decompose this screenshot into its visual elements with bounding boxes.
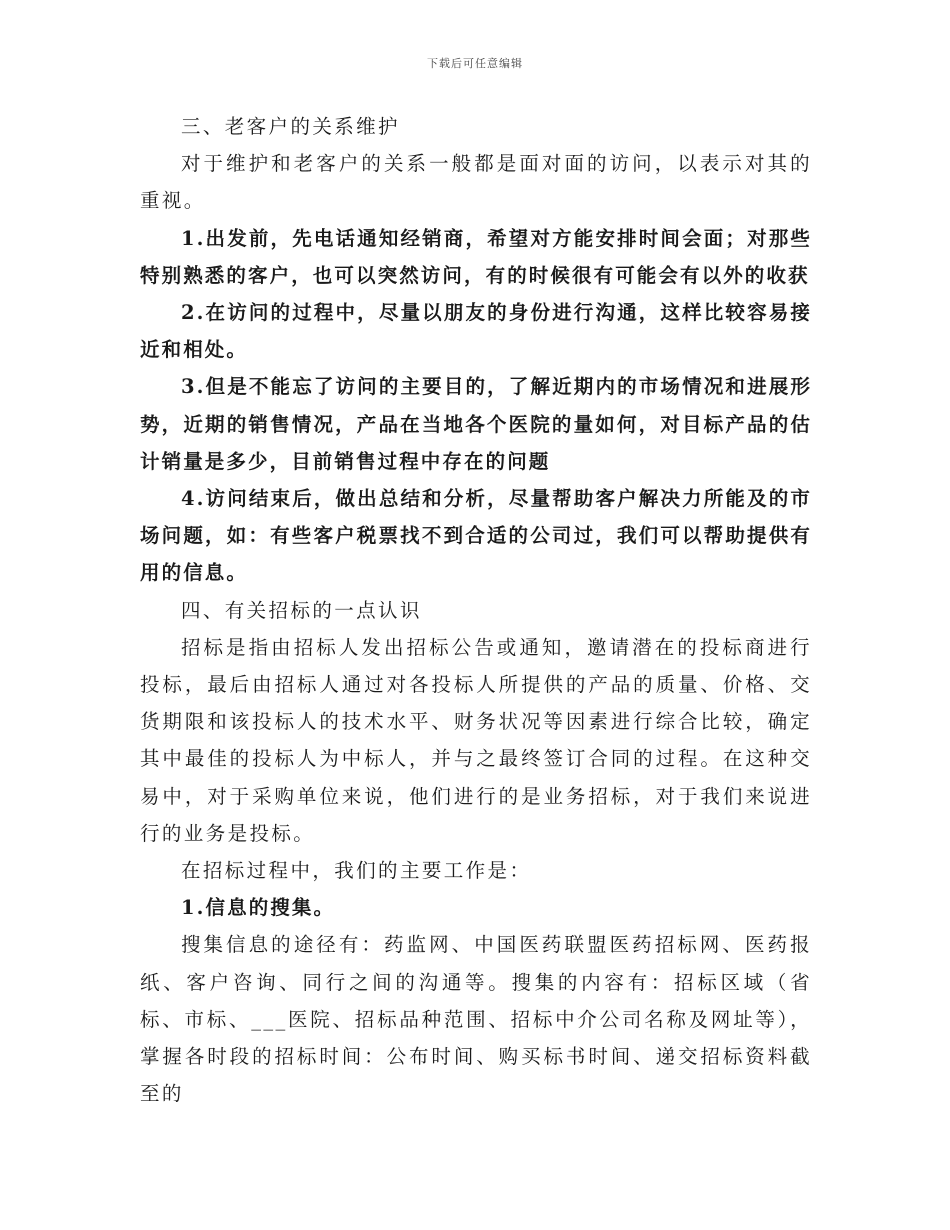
paragraph-intro: 对于维护和老客户的关系一般都是面对面的访问，以表示对其的重视。 xyxy=(140,152,812,213)
list-item-4: 4.访问结束后，做出总结和分析，尽量帮助客户解决力所能及的市场问题，如：有些客户税票找不到合适的公司过，我们可以帮助提供有用的信息。 xyxy=(140,487,812,585)
paragraph-main-work: 在招标过程中，我们的主要工作是： xyxy=(180,859,532,883)
list-item-2: 2.在访问的过程中，尽量以朋友的身份进行沟通，这样比较容易接近和相处。 xyxy=(140,301,812,362)
subheading-info-collection: 1.信息的搜集。 xyxy=(180,896,336,920)
paragraph-bidding-definition: 招标是指由招标人发出招标公告或通知，邀请潜在的投标商进行投标，最后由招标人通过对各投标人所提供的产品的质量、价格、交货期限和该投标人的技术水平、财务状况等因素进行综合比较，确定其中最佳的投标人为中标人，并与之最终签订合同的过程。在这种交易中，对于采购单位来说，他们进行的是业务招标，对于我们来说进行的业务是投标。 xyxy=(140,635,812,845)
paragraph-info-sources: 搜集信息的途径有：药监网、中国医药联盟医药招标网、医药报纸、客户咨询、同行之间的沟通等。搜集的内容有：招标区域（省标、市标、___医院、招标品种范围、招标中介公司名称及网址等），掌握各时段的招标时间：公布时间、购买标书时间、递交招标资料截至的 xyxy=(140,933,812,1106)
document-body xyxy=(140,108,812,1112)
list-item-3: 3.但是不能忘了访问的主要目的，了解近期内的市场情况和进展形势，近期的销售情况，产品在当地各个医院的量如何，对目标产品的估计销量是多少，目前销售过程中存在的问题 xyxy=(140,375,812,473)
section-heading-3: 三、老客户的关系维护 xyxy=(180,115,400,138)
page-header: 下载后可任意编辑 xyxy=(427,57,523,70)
list-item-1: 1.出发前，先电话通知经销商，希望对方能安排时间会面；对那些特别熟悉的客户，也可以突然访问，有的时候很有可能会有以外的收获 xyxy=(140,226,812,287)
section-heading-4: 四、有关招标的一点认识 xyxy=(180,598,422,622)
